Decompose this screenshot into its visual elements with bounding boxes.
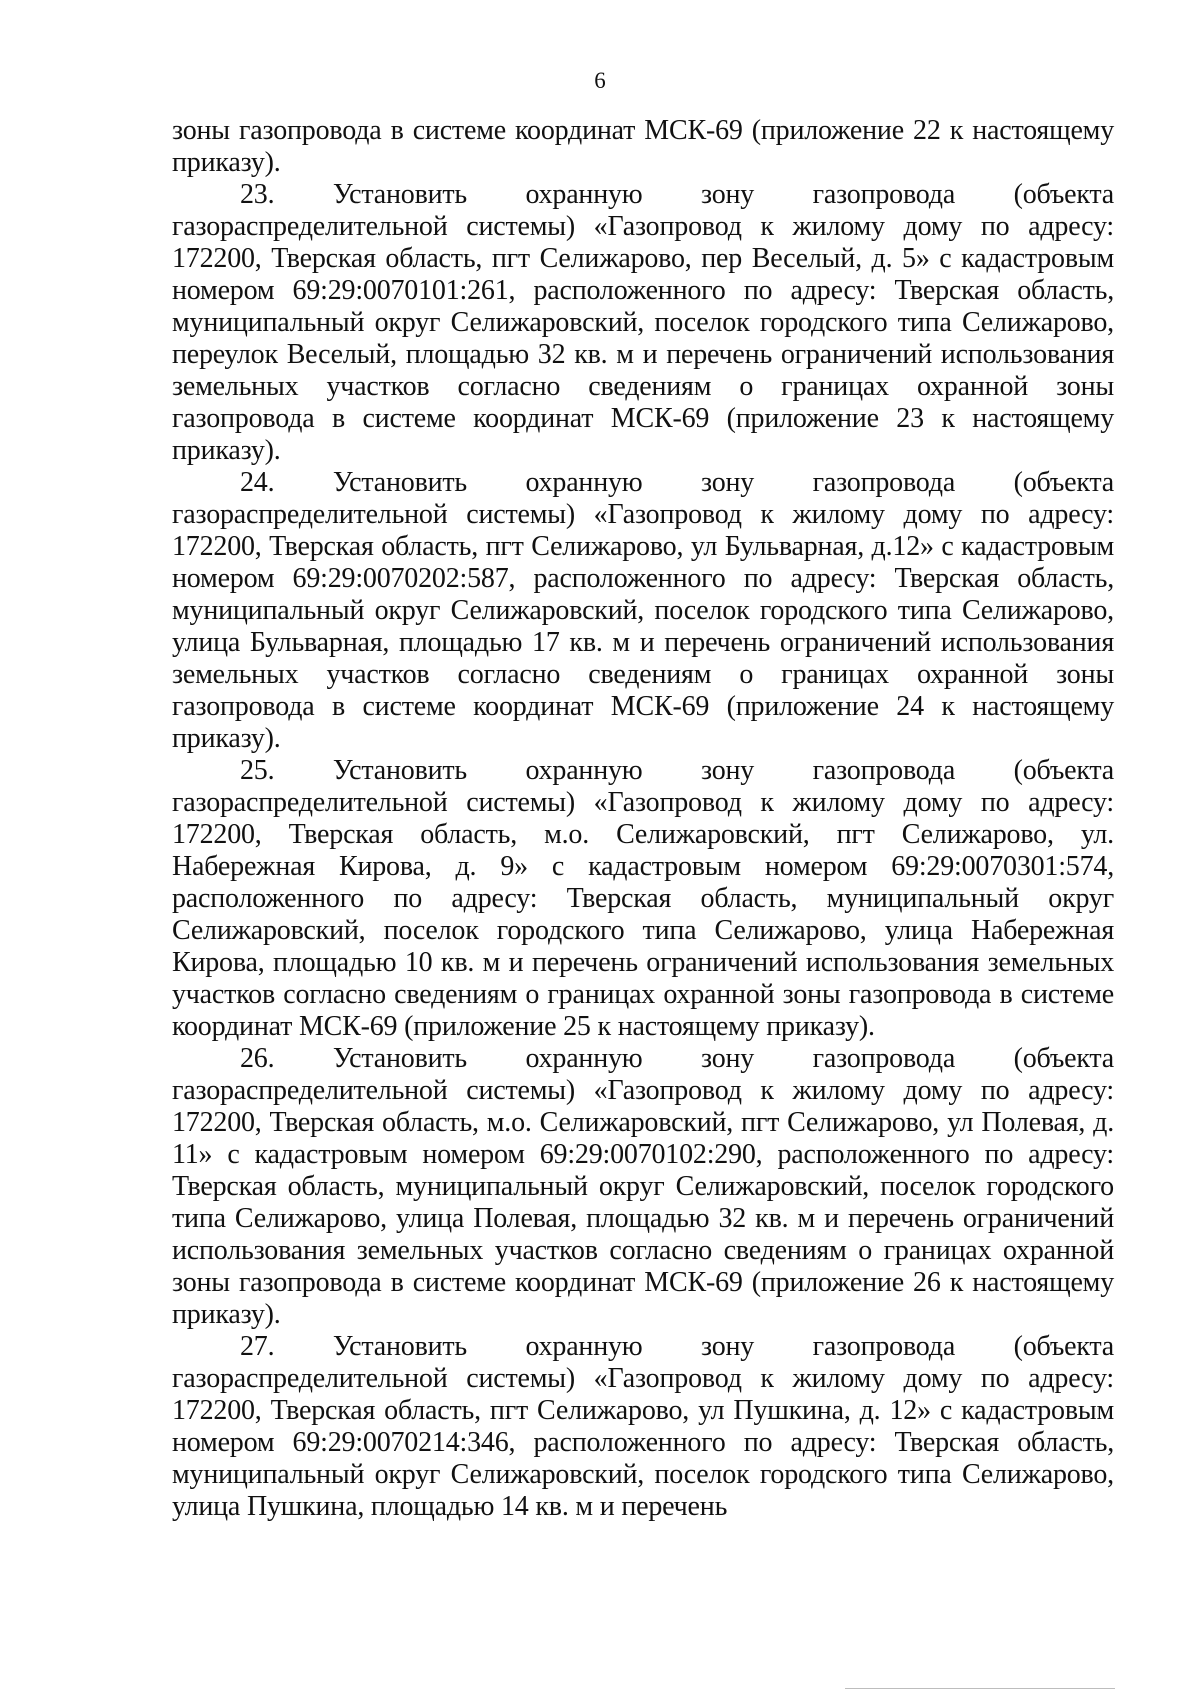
page-bottom-rule: [845, 1688, 1115, 1689]
page-number: 6: [594, 68, 606, 93]
paragraph-item-25: 25. Установить охранную зону газопровода (объекта газораспределительной системы) «Газопровод к жилому дому по адресу: 172200, Тверская область, м.о. Селижаровский, пгт Селижарово, ул. Набережная Кирова, д. 9» с кадастровым номером 69:29:0070301:574, расположенного по адресу: Тверская область, муниципальный округ Селижаровский, поселок городского типа Селижарово, улица Набережная Кирова, площадью 10 кв. м и перечень ограничений использования земельных участков согласно сведениям о границах охранной зоны газопровода в системе координат МСК-69 (приложение 25 к настоящему приказу).: [172, 755, 1114, 1042]
paragraph-item-23: 23. Установить охранную зону газопровода (объекта газораспределительной системы) «Газопровод к жилому дому по адресу: 172200, Тверская область, пгт Селижарово, пер Веселый, д. 5» с кадастровым номером 69:29:0070101:261, расположенного по адресу: Тверская область, муниципальный округ Селижаровский, поселок городского типа Селижарово, переулок Веселый, площадью 32 кв. м и перечень ограничений использования земельных участков согласно сведениям о границах охранной зоны газопровода в системе координат МСК-69 (приложение 23 к настоящему приказу).: [172, 179, 1114, 466]
paragraph-item-27: 27. Установить охранную зону газопровода (объекта газораспределительной системы) «Газопровод к жилому дому по адресу: 172200, Тверская область, пгт Селижарово, ул Пушкина, д. 12» с кадастровым номером 69:29:0070214:346, расположенного по адресу: Тверская область, муниципальный округ Селижаровский, поселок городского типа Селижарово, улица Пушкина, площадью 14 кв. м и перечень: [172, 1331, 1114, 1522]
paragraph-item-26: 26. Установить охранную зону газопровода (объекта газораспределительной системы) «Газопровод к жилому дому по адресу: 172200, Тверская область, м.о. Селижаровский, пгт Селижарово, ул Полевая, д. 11» с кадастровым номером 69:29:0070102:290, расположенного по адресу: Тверская область, муниципальный округ Селижаровский, поселок городского типа Селижарово, улица Полевая, площадью 32 кв. м и перечень ограничений использования земельных участков согласно сведениям о границах охранной зоны газопровода в системе координат МСК-69 (приложение 26 к настоящему приказу).: [172, 1043, 1114, 1330]
paragraph-item-24: 24. Установить охранную зону газопровода (объекта газораспределительной системы) «Газопровод к жилому дому по адресу: 172200, Тверская область, пгт Селижарово, ул Бульварная, д.12» с кадастровым номером 69:29:0070202:587, расположенного по адресу: Тверская область, муниципальный округ Селижаровский, поселок городского типа Селижарово, улица Бульварная, площадью 17 кв. м и перечень ограничений использования земельных участков согласно сведениям о границах охранной зоны газопровода в системе координат МСК-69 (приложение 24 к настоящему приказу).: [172, 467, 1114, 754]
document-body: [172, 115, 1114, 1523]
paragraph-continuation: зоны газопровода в системе координат МСК-69 (приложение 22 к настоящему приказу).: [172, 115, 1114, 178]
